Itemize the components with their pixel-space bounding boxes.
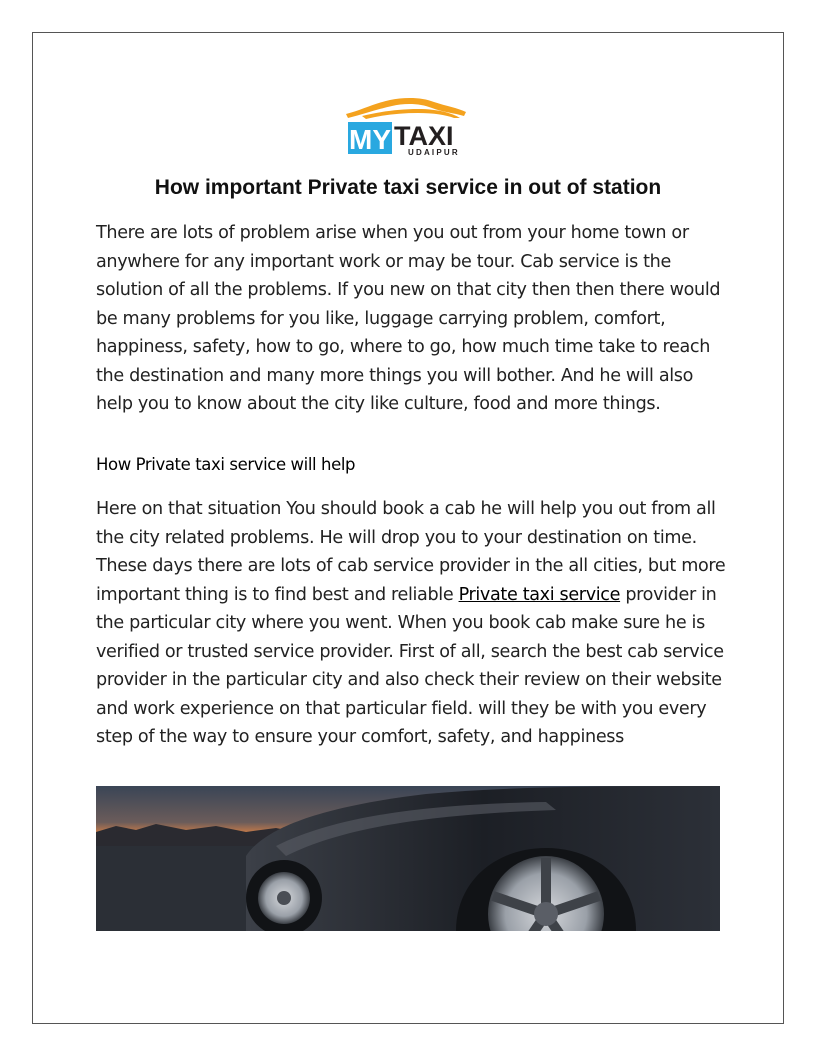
intro-paragraph: There are lots of problem arise when you out from your home town or anywhere for any important work or may be tour. Cab service is the solution of all the problems. If you new on that city then then there would be many problems for you like, luggage carrying problem, comfort, happiness, safety, how to go, where to go, how much time take to reach the destination and many more things you will bother. And he will also help you to know about the city like culture, food and more things. [96,223,721,414]
private-taxi-service-link[interactable]: Private taxi service [458,584,621,605]
logo-my-text: MY [349,124,391,155]
body-text-before-link: Here on that situation You should book a cab he will help you out from all the city related problems. He will drop you to your destination on time. These days there are lots of cab service provider in the all cities, but more important thing is to find best and reliable [96,499,726,605]
page-title: How important Private taxi service in out of station [154,176,662,199]
logo-city-text: UDAIPUR [408,148,460,157]
mytaxi-logo [342,96,474,158]
body-text-after-link: provider in the particular city where you went. When you book cab make sure he is verified or trusted service provider. First of all, search the best cab service provider in the particular city and also check their review on their website and work experience on that particular field. will they be with you every step of the way to ensure your comfort, safety, and happiness [96,584,724,747]
section-heading: How Private taxi service will help [96,455,356,474]
body-paragraph [96,495,726,752]
logo-taxi-text: TAXI [394,121,454,151]
car-photo [96,786,720,931]
